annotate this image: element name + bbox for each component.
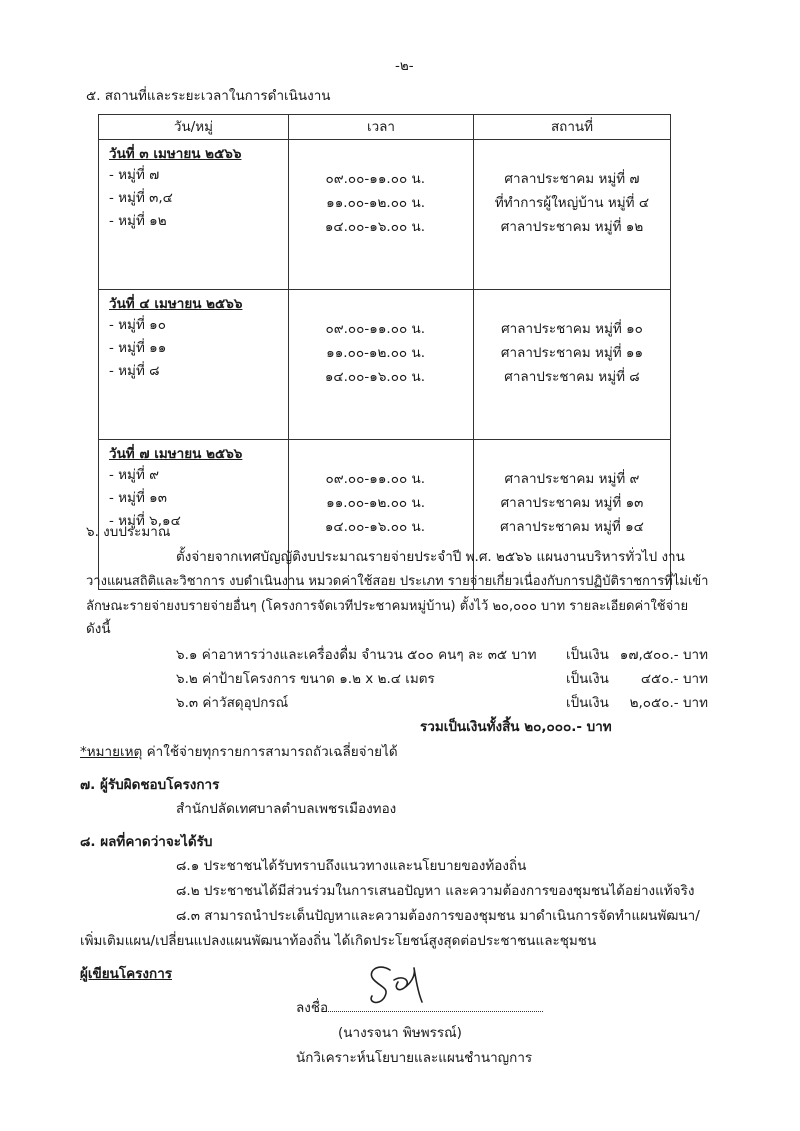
result-item: ๘.๒ ประชาชนได้มีส่วนร่วมในการเสนอปัญหา และความต้องการของชุมชนได้อย่างแท้จริง <box>176 883 695 899</box>
time-cell <box>289 140 474 290</box>
result-item: ๘.๑ ประชาชนได้รับทราบถึงแนวทางและนโยบายของท้องถิ่น <box>176 858 527 874</box>
time-item: ๑๑.๐๐-๑๒.๐๐ น. <box>326 345 425 361</box>
sign-line <box>296 996 543 1018</box>
moo-item: - หมู่ที่ ๑๓ <box>109 490 167 506</box>
budget-item-label: ๖.๒ ค่าป้ายโครงการ ขนาด ๑.๒ x ๒.๔ เมตร <box>176 671 435 687</box>
schedule-table <box>98 114 671 590</box>
budget-note <box>80 740 398 762</box>
budget-paragraph-line: วางแผนสถิติและวิชาการ งบดำเนินงาน หมวดค่าใช้สอย ประเภท รายจ่ายเกี่ยวเนื่องกับการปฏิบัติราชการที่ไม่เข้า <box>86 574 709 589</box>
table-row <box>99 440 671 590</box>
budget-item-label: ๖.๑ ค่าอาหารว่างและเครื่องดื่ม จำนวน ๕๐๐ คนๆ ละ ๓๕ บาท <box>176 647 537 663</box>
result-item: ๘.๓ สามารถนำประเด็นปัญหาและความต้องการของชุมชน มาดำเนินการจัดทำแผนพัฒนา/ <box>176 908 700 924</box>
place-item: ศาลาประชาคม หมู่ที่ ๙ <box>504 471 640 487</box>
budget-item-amount: ๒,๐๕๐.- บาท <box>629 695 708 711</box>
moo-item: - หมู่ที่ ๑๐ <box>109 317 166 333</box>
time-cell <box>289 440 474 590</box>
sign-label: ลงชื่อ <box>296 1000 329 1016</box>
moo-item: - หมู่ที่ ๖,๑๔ <box>109 513 181 529</box>
time-item: ๑๔.๐๐-๑๖.๐๐ น. <box>324 219 425 235</box>
moo-item: - หมู่ที่ ๙ <box>109 467 160 483</box>
moo-item: - หมู่ที่ ๓,๔ <box>109 190 173 206</box>
header-time: เวลา <box>289 115 474 140</box>
header-place: สถานที่ <box>474 115 671 140</box>
budget-item-prefix: เป็นเงิน <box>566 647 609 663</box>
day-cell <box>99 290 289 440</box>
day-date: วันที่ ๗ เมษายน ๒๕๖๖ <box>109 446 243 462</box>
time-item: ๑๔.๐๐-๑๖.๐๐ น. <box>324 369 425 385</box>
time-item: ๐๙.๐๐-๑๑.๐๐ น. <box>325 321 425 337</box>
place-item: ศาลาประชาคม หมู่ที่ ๑๑ <box>500 345 644 361</box>
section6-title: ๖. งบประมาณ <box>86 524 171 540</box>
time-cell <box>289 290 474 440</box>
note-label: *หมายเหตุ <box>80 744 143 760</box>
place-item: ศาลาประชาคม หมู่ที่ ๘ <box>504 369 640 385</box>
place-item: ศาลาประชาคม หมู่ที่ ๑๒ <box>500 219 644 235</box>
time-item: ๐๙.๐๐-๑๑.๐๐ น. <box>325 171 425 187</box>
moo-item: - หมู่ที่ ๗ <box>109 167 160 183</box>
sign-dotted-line <box>328 999 543 1012</box>
place-item: ที่ทำการผู้ใหญ่บ้าน หมู่ที่ ๔ <box>494 195 650 211</box>
moo-item: - หมู่ที่ ๘ <box>109 363 160 379</box>
moo-item: - หมู่ที่ ๑๒ <box>109 213 167 229</box>
author-heading: ผู้เขียนโครงการ <box>80 966 173 982</box>
budget-item-prefix: เป็นเงิน <box>566 695 609 711</box>
budget-item-amount: ๑๗,๕๐๐.- บาท <box>619 647 708 663</box>
place-item: ศาลาประชาคม หมู่ที่ ๑๔ <box>500 519 644 535</box>
author-name: (นางรจนา พิษพรรณ์) <box>338 1025 462 1041</box>
budget-paragraph-line: ดังนี้ <box>86 621 111 637</box>
day-date: วันที่ ๓ เมษายน ๒๕๖๖ <box>109 146 242 162</box>
day-cell <box>99 140 289 290</box>
time-item: ๑๑.๐๐-๑๒.๐๐ น. <box>326 495 425 511</box>
place-cell <box>474 140 671 290</box>
place-cell <box>474 440 671 590</box>
author-position: นักวิเคราะห์นโยบายและแผนชำนาญการ <box>296 1050 533 1066</box>
section5-title: ๕. สถานที่และระยะเวลาในการดำเนินงาน <box>86 88 331 104</box>
page-number: -๒- <box>395 58 414 74</box>
table-row <box>99 290 671 440</box>
budget-paragraph-line: ตั้งจ่ายจากเทศบัญญัติงบประมาณรายจ่ายประจำปี พ.ศ. ๒๕๖๖ แผนงานบริหารทั่วไป งาน <box>176 549 685 565</box>
budget-item-label: ๖.๓ ค่าวัสดุอุปกรณ์ <box>176 695 289 711</box>
table-row <box>99 140 671 290</box>
note-text: ค่าใช้จ่ายทุกรายการสามารถถัวเฉลี่ยจ่ายได้ <box>146 744 398 760</box>
place-item: ศาลาประชาคม หมู่ที่ ๗ <box>504 171 640 187</box>
schedule-header-row <box>99 115 671 140</box>
place-cell <box>474 290 671 440</box>
section7-title: ๗. ผู้รับผิดชอบโครงการ <box>80 777 220 793</box>
place-item: ศาลาประชาคม หมู่ที่ ๑๐ <box>501 321 643 337</box>
time-item: ๑๑.๐๐-๑๒.๐๐ น. <box>326 195 425 211</box>
time-item: ๑๔.๐๐-๑๖.๐๐ น. <box>324 519 425 535</box>
budget-item-prefix: เป็นเงิน <box>566 671 609 687</box>
moo-item: - หมู่ที่ ๑๑ <box>109 340 167 356</box>
time-item: ๐๙.๐๐-๑๑.๐๐ น. <box>325 471 425 487</box>
budget-total: รวมเป็นเงินทั้งสิ้น ๒๐,๐๐๐.- บาท <box>420 719 612 735</box>
header-day: วัน/หมู่ <box>99 115 289 140</box>
day-cell <box>99 440 289 590</box>
responsible-unit: สำนักปลัดเทศบาลตำบลเพชรเมืองทอง <box>176 801 397 817</box>
result-item: เพิ่มเติมแผน/เปลี่ยนแปลงแผนพัฒนาท้องถิ่น ได้เกิดประโยชน์สูงสุดต่อประชาชนและชุมชน <box>80 933 597 949</box>
section8-title: ๘. ผลที่คาดว่าจะได้รับ <box>80 834 213 850</box>
place-item: ศาลาประชาคม หมู่ที่ ๑๓ <box>500 495 644 511</box>
budget-paragraph-line: ลักษณะรายจ่ายงบรายจ่ายอื่นๆ (โครงการจัดเวทีประชาคมหมู่บ้าน) ตั้งไว้ ๒๐,๐๐๐ บาท รายละเอียดค่าใช้จ่าย <box>86 599 689 614</box>
day-date: วันที่ ๔ เมษายน ๒๕๖๖ <box>109 296 243 312</box>
budget-item-amount: ๔๕๐.- บาท <box>640 671 708 687</box>
